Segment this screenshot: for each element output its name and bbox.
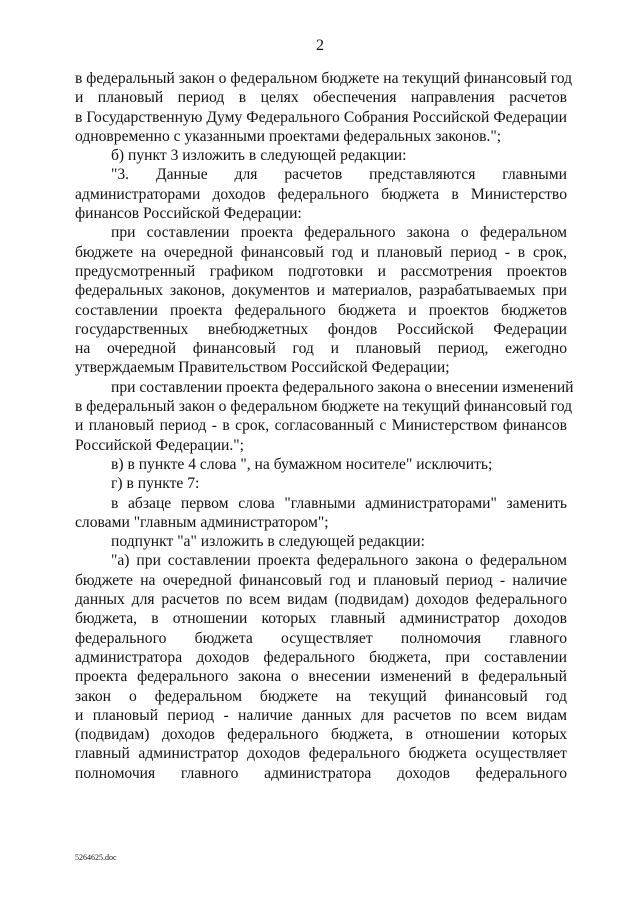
text-line: федеральных законов, документов и материалов, разрабатываемых при	[75, 282, 567, 300]
text-line: полномочия главного администратора доходов федерального	[75, 764, 567, 782]
text-line: подпункт "а" изложить в следующей редакции:	[111, 533, 425, 551]
text-line: "3. Данные для расчетов представляются главными	[111, 166, 567, 184]
text-line: государственных внебюджетных фондов Российской Федерации	[75, 320, 567, 338]
text-line: закон о федеральном бюджете на текущий финансовый год	[75, 687, 567, 705]
text-line: в федеральный закон о федеральном бюджете на текущий финансовый год	[75, 398, 573, 416]
text-line: г) в пункте 7:	[111, 475, 200, 493]
text-line: бюджете на очередной финансовый год и плановый период - в срок,	[75, 243, 567, 261]
text-line: (подвидам) доходов федерального бюджета, в отношении которых	[75, 726, 567, 744]
text-line: администратора доходов федерального бюджета, при составлении	[75, 648, 567, 666]
text-line: главный администратор доходов федерального бюджета осуществляет	[75, 745, 567, 763]
text-line: на очередной финансовый год и плановый период, ежегодно	[75, 340, 567, 358]
text-line: и плановый период - наличие данных для расчетов по всем видам	[75, 706, 567, 724]
text-line: в абзаце первом слова "главными администраторами" заменить	[111, 494, 567, 512]
text-line: при составлении проекта федерального закона о внесении изменений	[111, 378, 574, 396]
text-line: предусмотренный графиком подготовки и рассмотрения проектов	[75, 262, 567, 280]
text-line: и плановый период - в срок, согласованный с Министерством финансов	[75, 417, 567, 435]
page-number: 2	[316, 37, 324, 54]
text-line: данных для расчетов по всем видам (подвидам) доходов федерального	[75, 591, 567, 609]
text-line: в федеральный закон о федеральном бюджете на текущий финансовый год	[75, 70, 573, 87]
text-line: "а) при составлении проекта федерального закона о федеральном	[111, 552, 567, 570]
text-line: б) пункт 3 изложить в следующей редакции:	[111, 147, 407, 165]
text-line: администраторами доходов федерального бюджета в Министерство	[75, 185, 567, 203]
text-line: финансов Российской Федерации:	[75, 205, 302, 223]
text-line: Российской Федерации.";	[75, 436, 244, 454]
text-line: в) в пункте 4 слова ", на бумажном носителе" исключить;	[111, 455, 493, 473]
text-line: утверждаемым Правительством Российской Федерации;	[75, 359, 450, 377]
text-line: федерального бюджета осуществляет полномочия главного	[75, 629, 567, 647]
document-body	[75, 69, 574, 783]
text-line: бюджете на очередной финансовый год и плановый период - наличие	[75, 571, 567, 589]
text-line: бюджета, в отношении которых главный администратор доходов	[75, 610, 567, 628]
text-line: словами "главным администратором";	[75, 513, 329, 531]
text-line: в Государственную Думу Федерального Собрания Российской Федерации	[75, 108, 567, 126]
text-line: составлении проекта федерального бюджета и проектов бюджетов	[75, 301, 567, 319]
text-line: одновременно с указанными проектами федеральных законов.";	[75, 127, 502, 145]
text-line: проекта федерального закона о внесении изменений в федеральный	[75, 668, 567, 686]
text-line: при составлении проекта федерального закона о федеральном	[111, 224, 567, 242]
text-line: и плановый период в целях обеспечения направления расчетов	[75, 89, 567, 107]
footer-filename: 5264625.doc	[75, 853, 117, 862]
